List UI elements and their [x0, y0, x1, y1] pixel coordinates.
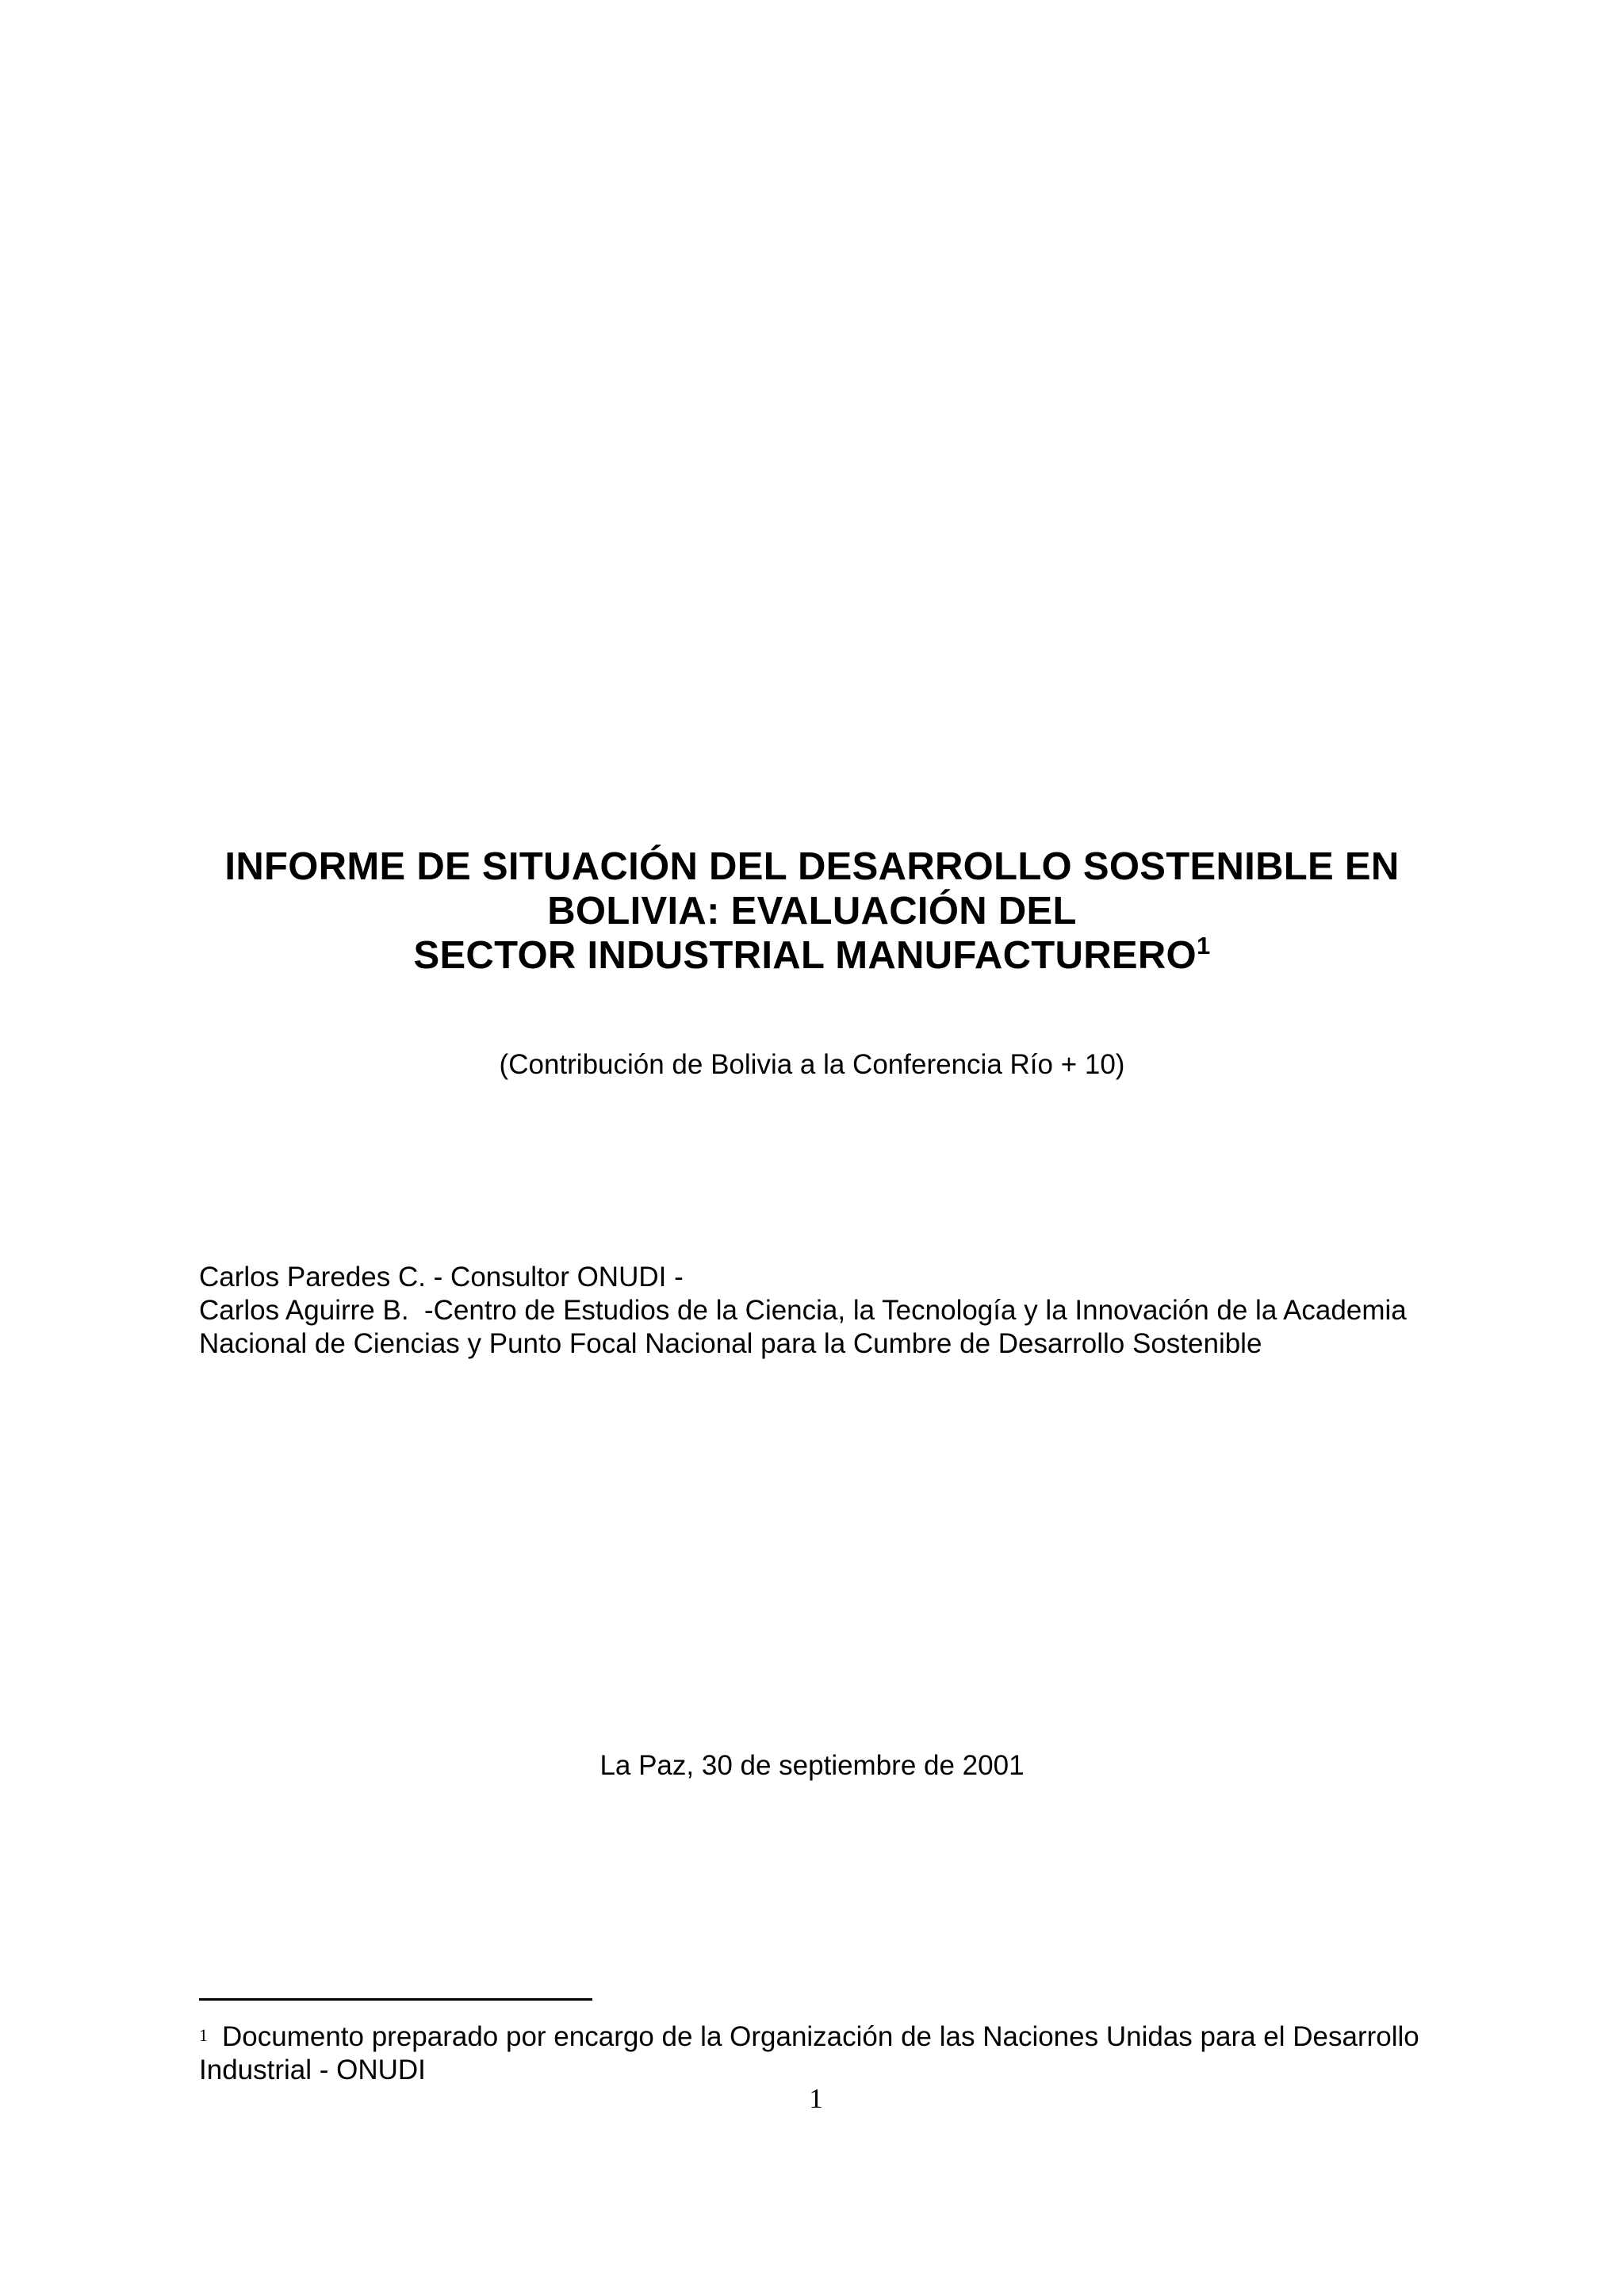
document-subtitle: (Contribución de Bolivia a la Conferencia Río + 10) [499, 1049, 1125, 1080]
footnote-separator [199, 1998, 592, 2001]
title-line-3 [0, 933, 1624, 978]
footnote-mark: 1 [199, 2025, 208, 2045]
footnote-line-1 [199, 2020, 1436, 2054]
footnote [199, 2020, 1436, 2087]
title-footnote-reference: 1 [1196, 932, 1211, 959]
title-line-3-text: SECTOR INDUSTRIAL MANUFACTURERO [413, 934, 1197, 977]
title-line-2: BOLIVIA: EVALUACIÓN DEL [547, 890, 1077, 933]
document-title [0, 844, 1624, 978]
footnote-text-1: Documento preparado por encargo de la Organización de las Naciones Unidas para el Desarrollo [222, 2021, 1419, 2052]
footnote-line-2: Industrial - ONUDI [199, 2055, 426, 2085]
authors-block [199, 1261, 1436, 1361]
author-line-3: Nacional de Ciencias y Punto Focal Nacional para la Cumbre de Desarrollo Sostenible [199, 1328, 1262, 1359]
author-line-2: Carlos Aguirre B. -Centro de Estudios de la Ciencia, la Tecnología y la Innovación de la Academia [199, 1295, 1407, 1326]
page-number: 1 [809, 2083, 823, 2114]
place-and-date: La Paz, 30 de septiembre de 2001 [599, 1750, 1025, 1781]
author-line-1: Carlos Paredes C. - Consultor ONUDI - [199, 1262, 684, 1293]
title-line-1: INFORME DE SITUACIÓN DEL DESARROLLO SOSTENIBLE EN [224, 845, 1400, 888]
